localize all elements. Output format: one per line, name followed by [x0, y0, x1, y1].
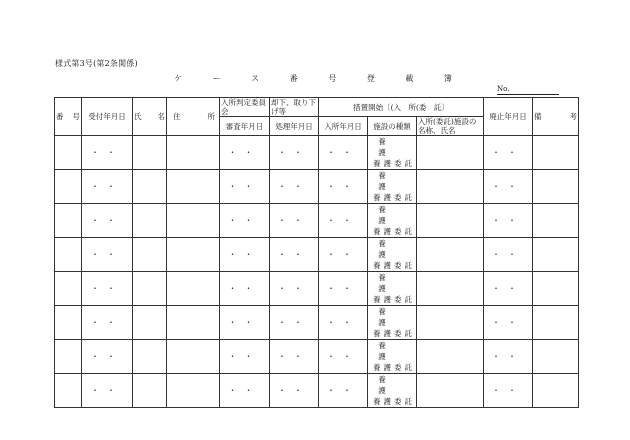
care-type-label: 養護 [378, 171, 410, 191]
care-contract-label: 養護委託 [373, 193, 415, 202]
cell-processing-date[interactable]: ・・ [270, 170, 319, 204]
cell-abolition-date[interactable]: ・・ [484, 238, 533, 272]
cell-abolition-date[interactable]: ・・ [484, 136, 533, 170]
case-register-table [54, 97, 579, 408]
cell-processing-date[interactable]: ・・ [270, 306, 319, 340]
cell-facility-type[interactable] [368, 306, 417, 340]
cell-facility-name[interactable] [417, 272, 484, 306]
cell-admission-date[interactable]: ・・ [319, 340, 368, 374]
cell-abolition-date[interactable]: ・・ [484, 340, 533, 374]
table-row [55, 170, 579, 204]
cell-number[interactable] [55, 340, 82, 374]
cell-review-date[interactable]: ・・ [220, 340, 270, 374]
form-code: 様式第3号(第2条関係) [55, 59, 138, 68]
cell-remarks[interactable] [533, 170, 579, 204]
cell-name[interactable] [133, 272, 167, 306]
cell-facility-name[interactable] [417, 170, 484, 204]
header-address: 住 所 [167, 98, 220, 136]
table-row [55, 136, 579, 170]
table-row [55, 340, 579, 374]
cell-received-date[interactable]: ・・ [82, 136, 133, 170]
header-row-1 [55, 98, 579, 117]
cell-remarks[interactable] [533, 374, 579, 408]
cell-name[interactable] [133, 204, 167, 238]
cell-received-date[interactable]: ・・ [82, 238, 133, 272]
cell-received-date[interactable]: ・・ [82, 340, 133, 374]
document-title: ケ ー ス 番 号 登 載 簿 [174, 74, 466, 83]
cell-admission-date[interactable]: ・・ [319, 272, 368, 306]
cell-admission-date[interactable]: ・・ [319, 170, 368, 204]
cell-number[interactable] [55, 272, 82, 306]
header-received-date: 受付年月日 [82, 98, 133, 136]
cell-number[interactable] [55, 306, 82, 340]
cell-received-date[interactable]: ・・ [82, 170, 133, 204]
header-processing-date: 処理年月日 [270, 117, 319, 136]
cell-admission-date[interactable]: ・・ [319, 238, 368, 272]
cell-processing-date[interactable]: ・・ [270, 238, 319, 272]
table-row [55, 272, 579, 306]
cell-address[interactable] [167, 272, 220, 306]
cell-received-date[interactable]: ・・ [82, 204, 133, 238]
cell-number[interactable] [55, 170, 82, 204]
cell-name[interactable] [133, 136, 167, 170]
table-row [55, 238, 579, 272]
cell-facility-type[interactable] [368, 340, 417, 374]
cell-name[interactable] [133, 306, 167, 340]
header-abolition-date: 廃止年月日 [484, 98, 533, 136]
cell-address[interactable] [167, 238, 220, 272]
table-row [55, 306, 579, 340]
header-name: 氏 名 [133, 98, 167, 136]
cell-processing-date[interactable]: ・・ [270, 340, 319, 374]
cell-facility-type[interactable] [368, 136, 417, 170]
cell-remarks[interactable] [533, 238, 579, 272]
cell-facility-type[interactable] [368, 170, 417, 204]
cell-review-date[interactable]: ・・ [220, 306, 270, 340]
cell-remarks[interactable] [533, 306, 579, 340]
care-type-label: 養護 [378, 239, 410, 259]
cell-address[interactable] [167, 170, 220, 204]
cell-address[interactable] [167, 136, 220, 170]
cell-processing-date[interactable]: ・・ [270, 374, 319, 408]
cell-name[interactable] [133, 238, 167, 272]
table-row [55, 374, 579, 408]
cell-number[interactable] [55, 204, 82, 238]
header-measure-start: 措置開始〔(入 所(委 託〕 [319, 98, 484, 117]
cell-admission-date[interactable]: ・・ [319, 306, 368, 340]
cell-review-date[interactable]: ・・ [220, 374, 270, 408]
care-contract-label: 養護委託 [373, 397, 415, 406]
cell-facility-type[interactable] [368, 374, 417, 408]
care-type-label: 養護 [378, 307, 410, 327]
cell-review-date[interactable]: ・・ [220, 170, 270, 204]
header-facility-name: 入所(委託)施設の名称、氏名 [417, 117, 484, 136]
cell-review-date[interactable]: ・・ [220, 204, 270, 238]
cell-facility-name[interactable] [417, 306, 484, 340]
care-contract-label: 養護委託 [373, 227, 415, 236]
header-review-date: 審査年月日 [220, 117, 270, 136]
cell-received-date[interactable]: ・・ [82, 374, 133, 408]
cell-facility-name[interactable] [417, 238, 484, 272]
header-admission-date: 入所年月日 [319, 117, 368, 136]
care-type-label: 養護 [378, 273, 410, 293]
cell-facility-type[interactable] [368, 238, 417, 272]
cell-received-date[interactable]: ・・ [82, 306, 133, 340]
care-contract-label: 養護委託 [373, 159, 415, 168]
cell-processing-date[interactable]: ・・ [270, 136, 319, 170]
cell-remarks[interactable] [533, 340, 579, 374]
cell-abolition-date[interactable]: ・・ [484, 306, 533, 340]
care-type-label: 養護 [378, 341, 410, 361]
care-type-label: 養護 [378, 205, 410, 225]
cell-facility-name[interactable] [417, 204, 484, 238]
cell-review-date[interactable]: ・・ [220, 136, 270, 170]
cell-address[interactable] [167, 340, 220, 374]
cell-facility-name[interactable] [417, 136, 484, 170]
cell-address[interactable] [167, 204, 220, 238]
cell-admission-date[interactable]: ・・ [319, 136, 368, 170]
cell-review-date[interactable]: ・・ [220, 238, 270, 272]
table-row [55, 204, 579, 238]
cell-processing-date[interactable]: ・・ [270, 204, 319, 238]
cell-processing-date[interactable]: ・・ [270, 272, 319, 306]
cell-address[interactable] [167, 374, 220, 408]
cell-number[interactable] [55, 374, 82, 408]
care-type-label: 養護 [378, 137, 410, 157]
cell-remarks[interactable] [533, 272, 579, 306]
cell-name[interactable] [133, 170, 167, 204]
header-dismissal: 却下、取り下げ等 [270, 98, 319, 117]
cell-remarks[interactable] [533, 204, 579, 238]
header-remarks: 備 考 [533, 98, 579, 136]
header-judgment-committee: 入所判定委員会 [220, 98, 270, 117]
care-contract-label: 養護委託 [373, 363, 415, 372]
cell-address[interactable] [167, 306, 220, 340]
care-type-label: 養護 [378, 375, 410, 395]
cell-name[interactable] [133, 340, 167, 374]
care-contract-label: 養護委託 [373, 295, 415, 304]
cell-admission-date[interactable]: ・・ [319, 204, 368, 238]
care-contract-label: 養護委託 [373, 261, 415, 270]
document-number-field[interactable]: No. [497, 85, 559, 95]
cell-facility-type[interactable] [368, 204, 417, 238]
cell-abolition-date[interactable]: ・・ [484, 204, 533, 238]
care-contract-label: 養護委託 [373, 329, 415, 338]
cell-remarks[interactable] [533, 136, 579, 170]
cell-received-date[interactable]: ・・ [82, 272, 133, 306]
cell-facility-type[interactable] [368, 272, 417, 306]
header-number: 番 号 [55, 98, 82, 136]
cell-number[interactable] [55, 136, 82, 170]
cell-admission-date[interactable]: ・・ [319, 374, 368, 408]
cell-abolition-date[interactable]: ・・ [484, 374, 533, 408]
cell-number[interactable] [55, 238, 82, 272]
register-rows [55, 136, 579, 408]
cell-name[interactable] [133, 374, 167, 408]
header-facility-type: 施設の種類 [368, 117, 417, 136]
cell-facility-name[interactable] [417, 340, 484, 374]
cell-abolition-date[interactable]: ・・ [484, 170, 533, 204]
cell-facility-name[interactable] [417, 374, 484, 408]
cell-abolition-date[interactable]: ・・ [484, 272, 533, 306]
cell-review-date[interactable]: ・・ [220, 272, 270, 306]
